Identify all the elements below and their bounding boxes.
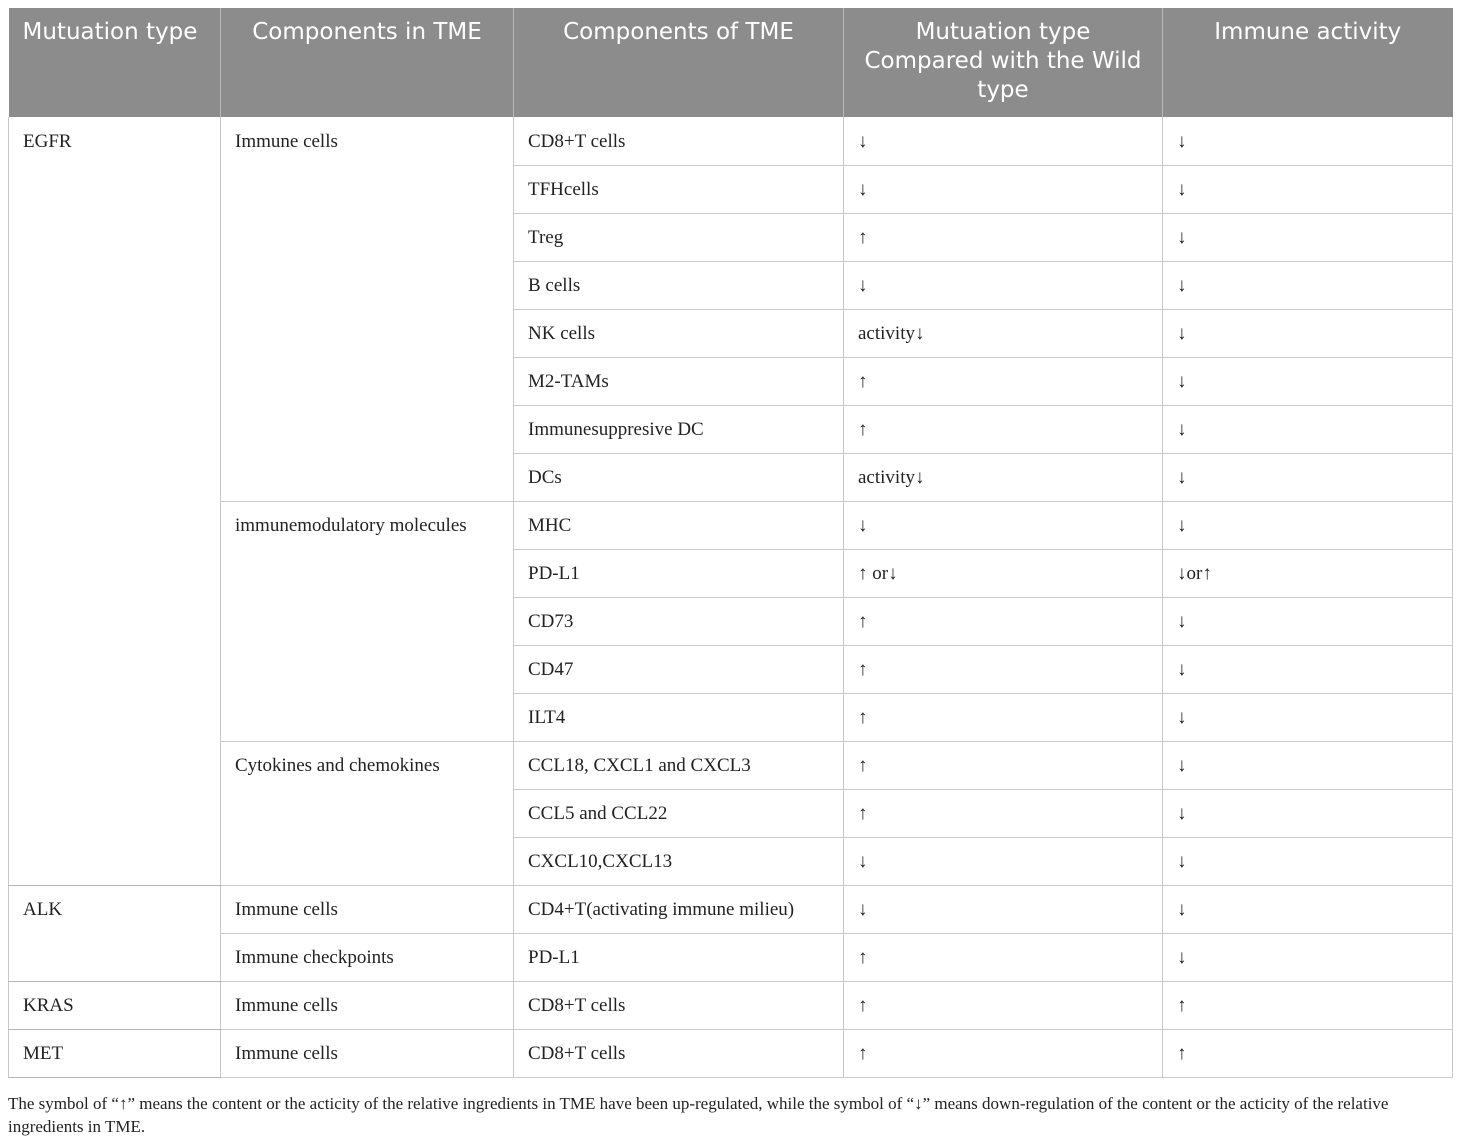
cell-immune-activity: ↓ bbox=[1163, 261, 1453, 309]
cell-tme-component: CD4+T(activating immune milieu) bbox=[514, 885, 844, 933]
cell-change-vs-wild-type: ↓ bbox=[844, 501, 1163, 549]
cell-immune-activity: ↓ bbox=[1163, 501, 1453, 549]
cell-component-category: Immune cells bbox=[221, 981, 514, 1029]
cell-change-vs-wild-type: ↑ bbox=[844, 645, 1163, 693]
table-container bbox=[8, 8, 1452, 1078]
cell-component-category: Immune cells bbox=[221, 117, 514, 501]
cell-immune-activity: ↓ bbox=[1163, 645, 1453, 693]
cell-immune-activity: ↓ bbox=[1163, 789, 1453, 837]
cell-change-vs-wild-type: activity↓ bbox=[844, 309, 1163, 357]
cell-change-vs-wild-type: ↑ bbox=[844, 789, 1163, 837]
cell-immune-activity: ↓ bbox=[1163, 837, 1453, 885]
cell-change-vs-wild-type: ↑ bbox=[844, 357, 1163, 405]
tme-mutation-table bbox=[8, 8, 1453, 1078]
cell-component-category: immunemodulatory molecules bbox=[221, 501, 514, 741]
cell-change-vs-wild-type: ↑ bbox=[844, 213, 1163, 261]
header-immune-activity: Immune activity bbox=[1163, 8, 1453, 117]
header-components-in-tme: Components in TME bbox=[221, 8, 514, 117]
cell-tme-component: PD-L1 bbox=[514, 933, 844, 981]
cell-component-category: Immune cells bbox=[221, 1029, 514, 1077]
table-header bbox=[9, 8, 1453, 117]
cell-mutation-type: MET bbox=[9, 1029, 221, 1077]
header-change-vs-wild-type: Mutuation type Compared with the Wild type bbox=[844, 8, 1163, 117]
cell-change-vs-wild-type: ↑ bbox=[844, 1029, 1163, 1077]
cell-tme-component: CD8+T cells bbox=[514, 1029, 844, 1077]
header-mutation-type: Mutuation type bbox=[9, 8, 221, 117]
cell-tme-component: DCs bbox=[514, 453, 844, 501]
cell-mutation-type: ALK bbox=[9, 885, 221, 981]
cell-immune-activity: ↓ bbox=[1163, 597, 1453, 645]
cell-immune-activity: ↓ bbox=[1163, 741, 1453, 789]
cell-change-vs-wild-type: ↓ bbox=[844, 885, 1163, 933]
cell-change-vs-wild-type: ↓ bbox=[844, 165, 1163, 213]
cell-tme-component: CD47 bbox=[514, 645, 844, 693]
cell-immune-activity: ↓ bbox=[1163, 213, 1453, 261]
cell-tme-component: CCL5 and CCL22 bbox=[514, 789, 844, 837]
cell-immune-activity: ↓ bbox=[1163, 357, 1453, 405]
cell-tme-component: CD8+T cells bbox=[514, 117, 844, 165]
cell-immune-activity: ↓ bbox=[1163, 309, 1453, 357]
cell-mutation-type: EGFR bbox=[9, 117, 221, 885]
header-components-of-tme: Components of TME bbox=[514, 8, 844, 117]
table-row bbox=[9, 981, 1453, 1029]
cell-tme-component: NK cells bbox=[514, 309, 844, 357]
table-row bbox=[9, 933, 1453, 981]
cell-tme-component: CXCL10,CXCL13 bbox=[514, 837, 844, 885]
cell-change-vs-wild-type: ↑ bbox=[844, 693, 1163, 741]
cell-tme-component: M2-TAMs bbox=[514, 357, 844, 405]
table-row bbox=[9, 885, 1453, 933]
cell-immune-activity: ↓ bbox=[1163, 117, 1453, 165]
cell-change-vs-wild-type: ↑ bbox=[844, 405, 1163, 453]
cell-immune-activity: ↑ bbox=[1163, 981, 1453, 1029]
cell-change-vs-wild-type: ↑ bbox=[844, 933, 1163, 981]
cell-immune-activity: ↓or↑ bbox=[1163, 549, 1453, 597]
cell-change-vs-wild-type: ↑ bbox=[844, 981, 1163, 1029]
cell-component-category: Cytokines and chemokines bbox=[221, 741, 514, 885]
cell-change-vs-wild-type: ↑ bbox=[844, 597, 1163, 645]
cell-tme-component: Immunesuppresive DC bbox=[514, 405, 844, 453]
table-footnote: The symbol of “↑” means the content or the acticity of the relative ingredients in TME have been up-regulated, while the symbol of “↓” means down-regulation of the content or the acticity of the relative ingredients in TME. bbox=[8, 1094, 1389, 1136]
cell-immune-activity: ↓ bbox=[1163, 405, 1453, 453]
cell-tme-component: TFHcells bbox=[514, 165, 844, 213]
cell-immune-activity: ↓ bbox=[1163, 885, 1453, 933]
cell-tme-component: CCL18, CXCL1 and CXCL3 bbox=[514, 741, 844, 789]
table-row bbox=[9, 501, 1453, 549]
cell-change-vs-wild-type: ↑ or↓ bbox=[844, 549, 1163, 597]
cell-tme-component: CD8+T cells bbox=[514, 981, 844, 1029]
cell-component-category: Immune cells bbox=[221, 885, 514, 933]
cell-immune-activity: ↓ bbox=[1163, 693, 1453, 741]
table-body bbox=[9, 117, 1453, 1077]
cell-change-vs-wild-type: ↓ bbox=[844, 837, 1163, 885]
cell-immune-activity: ↓ bbox=[1163, 933, 1453, 981]
header-row bbox=[9, 8, 1453, 117]
cell-tme-component: MHC bbox=[514, 501, 844, 549]
table-row bbox=[9, 117, 1453, 165]
table-row bbox=[9, 741, 1453, 789]
cell-component-category: Immune checkpoints bbox=[221, 933, 514, 981]
cell-mutation-type: KRAS bbox=[9, 981, 221, 1029]
cell-tme-component: ILT4 bbox=[514, 693, 844, 741]
cell-change-vs-wild-type: ↓ bbox=[844, 261, 1163, 309]
table-row bbox=[9, 1029, 1453, 1077]
cell-tme-component: PD-L1 bbox=[514, 549, 844, 597]
cell-tme-component: Treg bbox=[514, 213, 844, 261]
cell-immune-activity: ↓ bbox=[1163, 453, 1453, 501]
cell-change-vs-wild-type: activity↓ bbox=[844, 453, 1163, 501]
cell-change-vs-wild-type: ↓ bbox=[844, 117, 1163, 165]
cell-tme-component: B cells bbox=[514, 261, 844, 309]
cell-change-vs-wild-type: ↑ bbox=[844, 741, 1163, 789]
cell-tme-component: CD73 bbox=[514, 597, 844, 645]
cell-immune-activity: ↑ bbox=[1163, 1029, 1453, 1077]
cell-immune-activity: ↓ bbox=[1163, 165, 1453, 213]
